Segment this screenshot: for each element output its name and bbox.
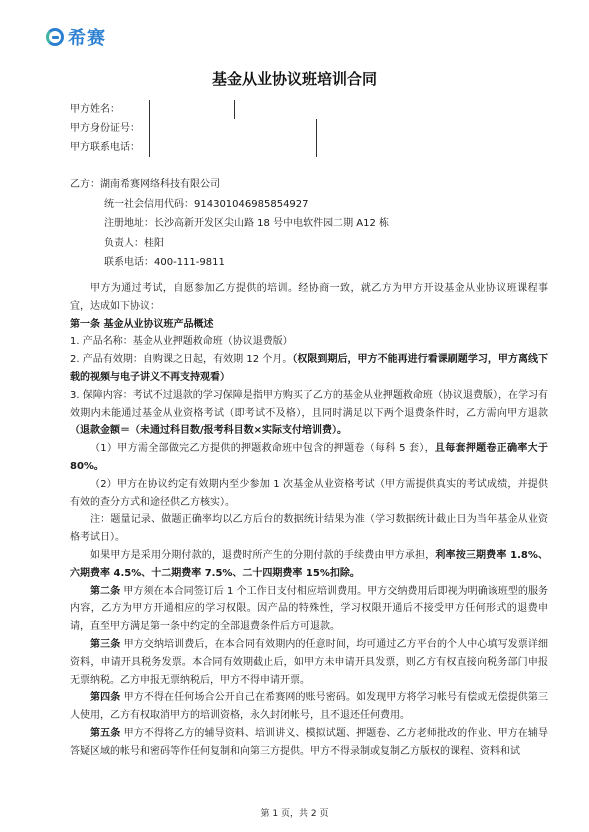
party-a-name-field-end: [234, 100, 235, 119]
article-4-text: 甲方不得在任何场合公开自己在希赛网的账号密码。如发现甲方将学习帐号有偿或无偿提供第三人使用，乙方有权取消甲方的培训资格，永久封闭帐号，且不退还任何费用。: [70, 692, 549, 722]
party-a-id-field[interactable]: [149, 119, 150, 157]
installment-text: 如果甲方是采用分期付款的，退费时所产生的分期付款的手续费由甲方承担，: [90, 549, 436, 561]
article-3: [70, 636, 548, 689]
item-2-bold: （权限到期后，甲方不能再进行看课刷题学习，甲方离线下载的视频与电子讲义不再支持观看）: [70, 354, 548, 383]
installment-paragraph: [70, 547, 548, 583]
article-4: [70, 689, 548, 725]
condition-2: （2）甲方在协议约定有效期内至少参加 1 次基金从业资格考试（甲方需提供真实的考试成绩，并提供有效的查分方式和途径供乙方核实）。: [70, 478, 548, 508]
party-a-id-label: 甲方身份证号：: [70, 123, 140, 134]
logo-mark-icon: [46, 28, 64, 46]
intro-paragraph: 甲方为通过考试，自愿参加乙方提供的培训。经协商一致，就乙方为甲方开设基金从业协议班课程事宜，达成如下协议：: [70, 283, 548, 312]
party-b-leader: 负责人：桂阳: [104, 237, 164, 249]
logo-text: 希赛: [68, 28, 106, 49]
article-3-text: 甲方交纳培训费后，在本合同有效期内的任意时间，均可通过乙方平台的个人中心填写发票详细资料，申请开具税务发票。本合同有效期截止后，如甲方未申请开具发票，则乙方有权直接向税务部门申报无票纳税。乙方申报无票纳税后，甲方不得申请开票。: [70, 638, 549, 686]
article-2-label: 第二条: [90, 585, 121, 597]
party-a-phone-label: 甲方联系电话：: [70, 142, 140, 153]
item-3-bold: （退款金额＝（未通过科目数/报考科目数×实际支付培训费）。: [70, 425, 348, 437]
article-3-label: 第三条: [90, 638, 121, 650]
installment-bold: 利率按三期费率 1.8%、六期费率 4.5%、十二期费率 7.5%、二十四期费率 15%扣除。: [70, 549, 549, 579]
logo: [46, 24, 106, 50]
page-footer: 第 1 页，共 2 页: [260, 809, 329, 819]
article-1-heading: 第一条 基金从业协议班产品概述: [70, 318, 214, 330]
party-a-block: [70, 100, 140, 157]
article-2: [70, 583, 548, 636]
party-a-id-field-end: [316, 119, 317, 157]
party-b-phone: 联系电话：400-111-9811: [104, 257, 225, 268]
condition-1-text: （1）甲方需全部做完乙方提供的押题救命班中包含的押题卷（每科 5 套），: [90, 443, 435, 455]
article-5-label: 第五条: [90, 727, 121, 739]
condition-1-bold: 且每套押题卷正确率大于 80%。: [70, 443, 548, 472]
party-a-name-label: 甲方姓名：: [70, 104, 120, 115]
party-b-address: 注册地址：长沙高新开发区尖山路 18 号中电软件园二期 A12 栋: [104, 218, 390, 229]
party-b-block: [70, 175, 389, 273]
party-b-credit-code: 统一社会信用代码：914301046985854927: [104, 198, 309, 210]
party-a-name-field[interactable]: [149, 100, 150, 119]
party-b-company: 湖南希赛网络科技有限公司: [100, 179, 220, 190]
item-3: [70, 387, 548, 440]
article-5-text: 甲方不得将乙方的辅导资料、培训讲义、模拟试题、押题卷、乙方老师批改的作业、甲方在辅导答疑区域的帐号和密码等作任何复制和向第三方提供。甲方不得录制或复制乙方版权的课程、资料和试: [70, 727, 549, 757]
contract-title: 基金从业协议班培训合同: [211, 70, 377, 88]
item-2: [70, 351, 548, 387]
item-2-text: 2. 产品有效期：自购课之日起，有效期 12 个月。: [70, 354, 293, 366]
note-paragraph: 注：题量记录、做题正确率均以乙方后台的数据统计结果为准（学习数据统计截止日为当年基金从业资格考试日）。: [70, 514, 548, 544]
article-2-text: 甲方须在本合同签订后 1 个工作日支付相应培训费用。甲方交纳费用后即视为明确该班型的服务内容，乙方为甲方开通相应的学习权限。因产品的特殊性，学习权限开通后不接受甲方任何形式的退费申请，直至甲方满足第一条中约定的全部退费条件后方可退款。: [70, 585, 548, 633]
contract-body: [70, 280, 548, 761]
article-5: [70, 725, 548, 761]
party-b-label: 乙方：: [70, 179, 100, 190]
condition-1: [70, 440, 548, 476]
article-4-label: 第四条: [90, 692, 121, 704]
item-1: 1. 产品名称：基金从业押题救命班（协议退费版）: [70, 336, 293, 348]
item-3-text: 3. 保障内容：考试不过退款的学习保障是指甲方购买了乙方的基金从业押题救命班（协议退费版），在学习有效期内未能通过基金从业资格考试（即考试不及格），且同时满足以下两个退费条件时，乙方需向甲方退款: [70, 389, 548, 419]
